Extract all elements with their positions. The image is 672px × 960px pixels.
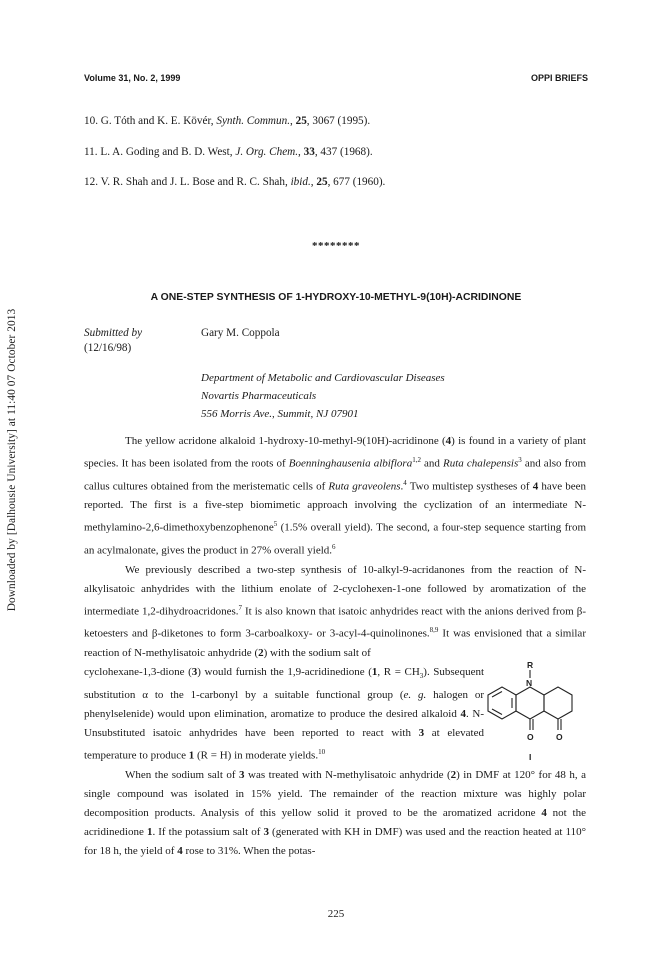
download-watermark-text: Downloaded by [Dalhousie University] at 11:40 07 October 2013 (6, 308, 18, 612)
affiliation (201, 369, 445, 423)
author-name: Gary M. Coppola (201, 327, 280, 339)
reference-journal: Synth. Commun. (216, 115, 290, 127)
reference-pages: , 677 (1960). (327, 176, 386, 188)
article-body (84, 432, 586, 861)
paragraph-3: When the sodium salt of 3 was treated with N-methylisatoic anhydride (2) in DMF at 120° for 48 h, a single compound was isolated in 15% yield. The remainder of the reaction mixture was highly polar decomposition products. Analysis of this yellow solid it proved to be the aromatized acridone 4 not the acridinedione 1. If the potassium salt of 3 (generated with KH in DMF) was used and the reaction heated at 110° for 18 h, the yield of 4 rose to 31%. When the potas- (84, 768, 587, 857)
header-volume: Volume 31, No. 2, 1999 (84, 73, 181, 83)
submitted-label: Submitted by (84, 327, 143, 339)
reference-authors: 10. G. Tóth and K. E. Kövér, (84, 115, 217, 127)
structure-r-label: R (527, 660, 534, 670)
reference-volume: 33 (303, 145, 315, 158)
paragraph-1: The yellow acridone alkaloid 1-hydroxy-10-methyl-9(10H)-acridinone (4) is found in a variety of plant species. It has been isolated from the roots of Boenninghausenia albiflora$^{1,2}$ and Ruta chalepensis$^3$ and also from callus cultures obtained from the meristematic cells of Ruta graveolens.$^4$ Two multistep systheses of 4 have been reported. The first is a five-step biomimetic approach involving the cyclization of an intermediate N-methylamino-2,6-dimethoxybenzophenone$^5$ (1.5% overall yield). The second, a four-step sequence starting from an acylmalonate, gives the product in 27% overall yield.$^6$ (84, 435, 587, 557)
reference-volume: 25 (316, 176, 328, 188)
affiliation-department: Department of Metabolic and Cardiovascular Diseases (201, 372, 445, 384)
download-watermark (0, 280, 24, 640)
reference-journal: ibid. (290, 176, 311, 188)
running-header (84, 73, 588, 83)
cyclohexanone-ring (544, 687, 572, 719)
paragraph-2: We previously described a two-step synthesis of 10-alkyl-9-acridanones from the reaction of N-alkylisatoic anhydrides with the lithium enolate of 2-cyclohexen-1-one followed by aromatization of the intermediate 1,2-dihydroacridones.$^7$ It is also known that isatoic anhydrides react with the anions derived from β-ketoesters and β-diketones to form 3-carboalkoxy- or 3-acyl-4-quinolinones.$^{8,9}$ It was envisioned that a similar reaction of N-methylisatoic anhydride (2) with the sodium salt of cyclohexane-1,3-dione (3) would furnish the 1,9-acridinedione (1, $R = CH_3$). Subsequent substitution α to the 1-carbonyl by a suitable functional group (e. g. halogen or phenylselenide) would upon elimination, aromatize to produce the desired alkaloid 4. N-Unsubstituted isatoic anhydrides have been reported to react with 3 at elevated temperature to produce 1 (R = H) in moderate yields.$^{10}$ (84, 563, 586, 762)
reference-journal: J. Org. Chem. (235, 145, 299, 158)
reference-authors: 12. V. R. Shah and J. L. Bose and R. C. Shah, (84, 176, 291, 188)
submission-info (84, 327, 280, 354)
reference-pages: , 3067 (1995). (306, 115, 371, 127)
reference-item (84, 146, 604, 158)
reference-item (84, 115, 604, 127)
structure-compound-number: I (529, 752, 532, 762)
section-separator: ******** (312, 240, 360, 252)
affiliation-address: 556 Morris Ave., Summit, NJ 07901 (201, 408, 359, 420)
structure-n-label: N (526, 678, 533, 688)
structure-oxygen-right: O (556, 732, 563, 742)
submitted-date: (12/16/98) (84, 342, 132, 354)
reference-item (84, 176, 604, 188)
reference-separator: , (298, 145, 304, 158)
pyridone-ring (516, 687, 544, 719)
affiliation-company: Novartis Pharmaceuticals (201, 390, 317, 402)
reference-list (84, 115, 604, 207)
article-title: A ONE-STEP SYNTHESIS OF 1-HYDROXY-10-METHYL-9(10H)-ACRIDINONE (150, 292, 522, 303)
reference-separator: , (290, 115, 296, 127)
structure-oxygen-left: O (527, 732, 534, 742)
header-section: OPPI BRIEFS (530, 73, 588, 83)
reference-volume: 25 (295, 115, 307, 127)
page-number: 225 (327, 908, 345, 920)
acridinedione-structure (466, 658, 586, 768)
reference-separator: , (310, 176, 317, 188)
reference-pages: , 437 (1968). (314, 145, 373, 158)
reference-authors: 11. L. A. Goding and B. D. West, (84, 145, 236, 158)
